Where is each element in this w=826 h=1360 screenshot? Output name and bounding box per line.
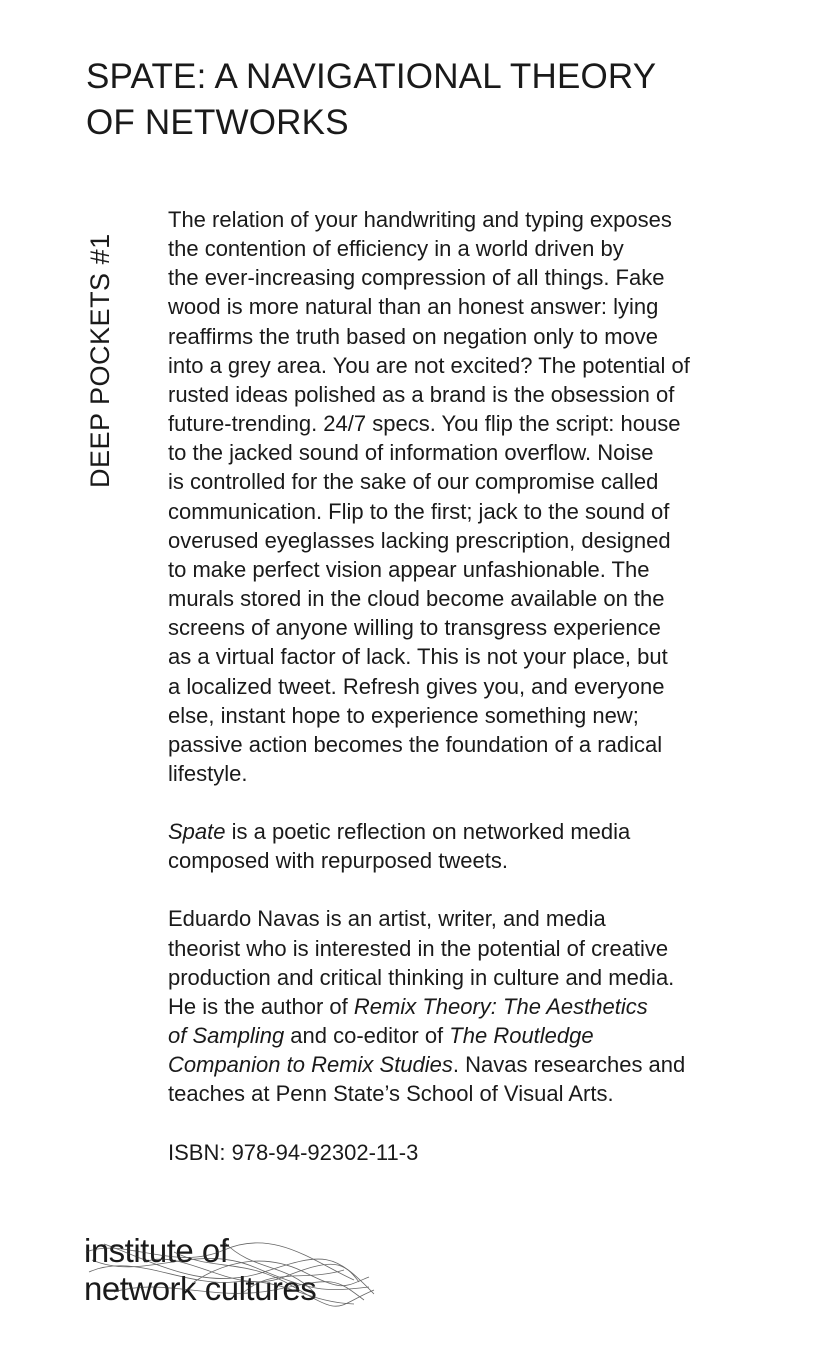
bio-book-title: Remix Theory: The Aesthetics xyxy=(353,993,648,1019)
bio-line xyxy=(168,1021,758,1050)
logo-line-1: institute of xyxy=(84,1232,229,1269)
poem-line: as a virtual factor of lack. This is not your place, but xyxy=(168,644,668,670)
poem-line: a localized tweet. Refresh gives you, and everyone xyxy=(168,673,665,699)
publisher-logo xyxy=(84,1232,384,1322)
poem-line: wood is more natural than an honest answer: lying xyxy=(168,294,659,320)
poem-line: overused eyeglasses lacking prescription, designed xyxy=(168,527,671,553)
bio-book-title: of Sampling xyxy=(168,1023,285,1049)
bio-line: theorist who is interested in the potential of creative xyxy=(168,935,669,961)
book-title xyxy=(86,54,726,146)
poem-line: rusted ideas polished as a brand is the obsession of xyxy=(168,381,675,407)
bio-text: and co-editor of xyxy=(284,1023,450,1049)
description-line: composed with repurposed tweets. xyxy=(168,848,508,874)
bio-book-title: The Routledge xyxy=(449,1023,594,1049)
book-title-line-2: OF NETWORKS xyxy=(86,103,349,142)
bio-line: Eduardo Navas is an artist, writer, and media xyxy=(168,906,606,932)
isbn: ISBN: 978-94-92302-11-3 xyxy=(168,1139,419,1165)
poem-line: to make perfect vision appear unfashionable. The xyxy=(168,556,650,582)
poem-excerpt xyxy=(168,205,758,788)
poem-line: is controlled for the sake of our compromise called xyxy=(168,469,659,495)
logo-scribble-icon xyxy=(84,1232,384,1322)
book-description xyxy=(168,817,758,875)
poem-line: passive action becomes the foundation of a radical xyxy=(168,731,663,757)
bio-line xyxy=(168,1050,758,1079)
bio-text: He is the author of xyxy=(168,993,354,1019)
poem-line: the contention of efficiency in a world driven by xyxy=(168,236,624,262)
poem-line: communication. Flip to the first; jack to the sound of xyxy=(168,498,670,524)
poem-line: into a grey area. You are not excited? The potential of xyxy=(168,352,690,378)
poem-line: the ever-increasing compression of all things. Fake xyxy=(168,265,665,291)
bio-book-title: Companion to Remix Studies xyxy=(168,1052,453,1078)
poem-line: lifestyle. xyxy=(168,760,248,786)
poem-line: future-trending. 24/7 specs. You flip the script: house xyxy=(168,411,681,437)
poem-line: reaffirms the truth based on negation only to move xyxy=(168,323,658,349)
poem-line: screens of anyone willing to transgress experience xyxy=(168,615,661,641)
book-title-line-1: SPATE: A NAVIGATIONAL THEORY xyxy=(86,57,657,96)
poem-line: else, instant hope to experience something new; xyxy=(168,702,639,728)
bio-text: . Navas researches and xyxy=(452,1052,686,1078)
bio-line: teaches at Penn State’s School of Visual Arts. xyxy=(168,1081,614,1107)
bio-line xyxy=(168,992,758,1021)
poem-line: The relation of your handwriting and typing exposes xyxy=(168,207,672,232)
logo-line-2: network cultures xyxy=(84,1270,317,1307)
bio-line: production and critical thinking in culture and media. xyxy=(168,964,675,990)
poem-line: to the jacked sound of information overflow. Noise xyxy=(168,440,654,466)
description-book-title: Spate xyxy=(168,819,226,845)
back-cover-text xyxy=(168,205,758,1167)
poem-line: murals stored in the cloud become available on the xyxy=(168,586,665,612)
description-line xyxy=(168,817,758,846)
series-label: DEEP POCKETS #1 xyxy=(85,233,115,488)
description-line-1-text: is a poetic reflection on networked media xyxy=(225,819,631,845)
author-bio xyxy=(168,904,758,1108)
